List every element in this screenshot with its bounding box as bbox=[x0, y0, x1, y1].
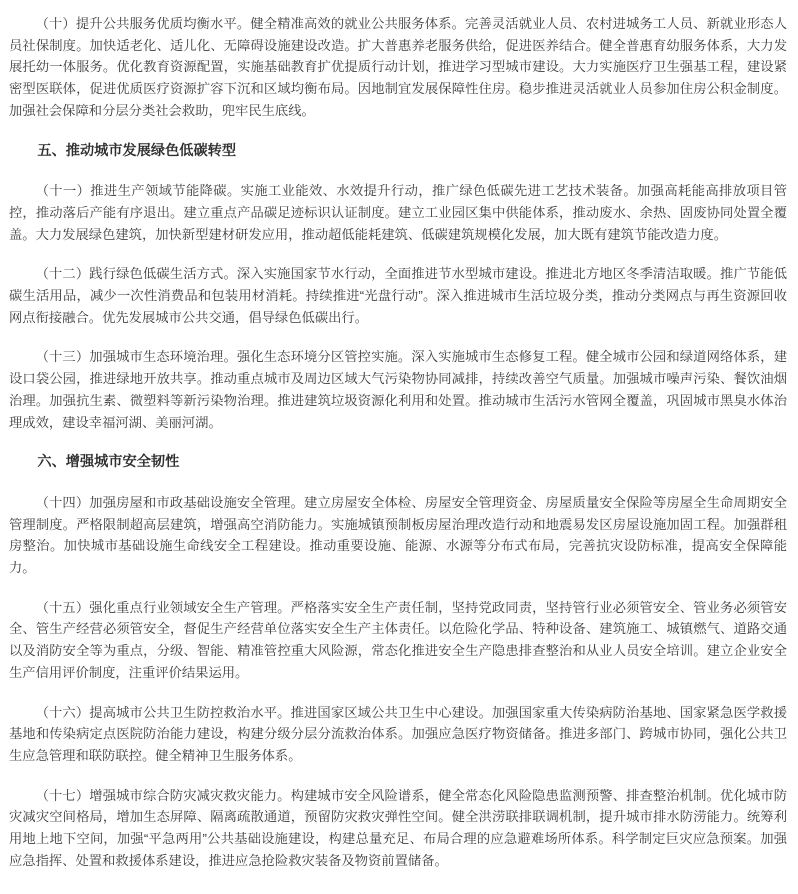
paragraph-item-17: （十七）增强城市综合防灾减灾救灾能力。构建城市安全风险谱系，健全常态化风险隐患监测预警、排查整治机制。优化城市防灾减灾空间格局，增加生态屏障、隔离疏散通道，预留防灾救灾弹性空间。健全洪涝联排联调机制，提升城市排水防涝能力。统筹利用地上地下空间，加强“平急两用”公共基础设施建设，构建总量充足、布局合理的应急避难场所体系。科学制定巨灾应急预案。加强应急指挥、处置和救援体系建设，推进应急抢险救灾装备及物资前置储备。 bbox=[9, 787, 787, 868]
paragraph-item-10: （十）提升公共服务优质均衡水平。健全精准高效的就业公共服务体系。完善灵活就业人员、农村进城务工人员、新就业形态人员社保制度。加快适老化、适儿化、无障碍设施建设改造。扩大普惠养老服务供给，促进医养结合。健全普惠育幼服务体系，大力发展托幼一体服务。优化教育资源配置，实施基础教育扩优提质行动计划，推进学习型城市建设。大力实施医疗卫生强基工程，建设紧密型医联体，促进优质医疗资源扩容下沉和区域均衡布局。因地制宜发展保障性住房。稳步推进灵活就业人员参加住房公积金制度。加强社会保障和分层分类社会救助，兜牢民生底线。 bbox=[9, 16, 787, 118]
paragraph-item-15: （十五）强化重点行业领域安全生产管理。严格落实安全生产责任制，坚持党政同责，坚持管行业必须管安全、管业务必须管安全、管生产经营必须管安全，督促生产经营单位落实安全生产主体责任。以危险化学品、特种设备、建筑施工、城镇燃气、道路交通以及消防安全等为重点，分级、智能、精准管控重大风险源，常态化推进安全生产隐患排查整治和从业人员安全培训。建立企业安全生产信用评价制度，注重评价结果运用。 bbox=[9, 599, 787, 680]
paragraph-item-11: （十一）推进生产领域节能降碳。实施工业能效、水效提升行动，推广绿色低碳先进工艺技术装备。加强高耗能高排放项目管控，推动落后产能有序退出。建立重点产品碳足迹标识认证制度。建立工业园区集中供能体系，推动废水、余热、固废协同处置全覆盖。大力发展绿色建筑，加快新型建材研发应用，推动超低能耗建筑、低碳建筑规模化发展，加大既有建筑节能改造力度。 bbox=[9, 183, 787, 242]
section-heading-6: 六、增强城市安全韧性 bbox=[37, 454, 180, 471]
paragraph-item-12: （十二）践行绿色低碳生活方式。深入实施国家节水行动，全面推进节水型城市建设。推进北方地区冬季清洁取暖。推广节能低碳生活用品，减少一次性消费品和包装用材消耗。持续推进“光盘行动”。深入推进城市生活垃圾分类，推动分类网点与再生资源回收网点衔接融合。优先发展城市公共交通，倡导绿色低碳出行。 bbox=[9, 266, 787, 325]
section-heading-5: 五、推动城市发展绿色低碳转型 bbox=[37, 142, 237, 159]
paragraph-item-13: （十三）加强城市生态环境治理。强化生态环境分区管控实施。深入实施城市生态修复工程。健全城市公园和绿道网络体系，建设口袋公园，推进绿地开放共享。推动重点城市及周边区域大气污染物协同减排，持续改善空气质量。加强城市噪声污染、餐饮油烟治理。加强抗生素、微塑料等新污染物治理。推进建筑垃圾资源化利用和处置。推动城市生活污水管网全覆盖，巩固城市黑臭水体治理成效，建设幸福河湖、美丽河湖。 bbox=[9, 349, 787, 430]
paragraph-item-14: （十四）加强房屋和市政基础设施安全管理。建立房屋安全体检、房屋安全管理资金、房屋质量安全保险等房屋全生命周期安全管理制度。严格限制超高层建筑，增强高空消防能力。实施城镇预制板房屋治理改造行动和地震易发区房屋设施加固工程。加强群租房整治。加快城市基础设施生命线安全工程建设。推动重要设施、能源、水源等分布式布局，完善抗灾设防标准，提高安全保障能力。 bbox=[9, 494, 787, 576]
paragraph-item-16: （十六）提高城市公共卫生防控救治水平。推进国家区域公共卫生中心建设。加强国家重大传染病防治基地、国家紧急医学救援基地和传染病定点医院防治能力建设，构建分级分层分流救治体系。加强应急医疗物资储备。推进多部门、跨城市协同，强化公共卫生应急管理和联防联控。健全精神卫生服务体系。 bbox=[9, 704, 787, 763]
